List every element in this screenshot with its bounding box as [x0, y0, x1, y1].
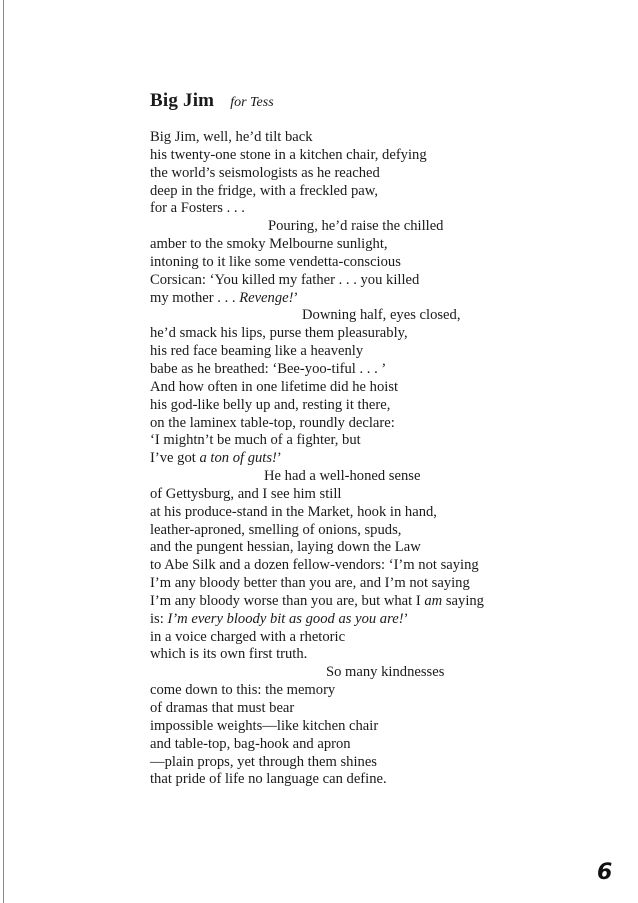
poem-line: that pride of life no language can define.: [150, 771, 387, 788]
poem-line: of Gettysburg, and I see him still: [150, 485, 342, 502]
poem-line: And how often in one lifetime did he hoist: [150, 378, 399, 395]
line-emphasis: Revenge!: [239, 289, 294, 306]
poem-line: [150, 290, 550, 308]
poem-line: the world’s seismologists as he reached: [150, 164, 380, 181]
poem-line: [150, 450, 550, 468]
poem-line: leather-aproned, smelling of onions, spuds,: [150, 521, 402, 538]
poem-line: of dramas that must bear: [150, 700, 295, 716]
poem-line: he’d smack his lips, purse them pleasurably,: [150, 325, 408, 342]
line-emphasis: I’m every bloody bit as good as you are!: [167, 610, 404, 627]
poem-line: and table-top, bag-hook and apron: [150, 735, 351, 752]
line-emphasis: am: [424, 592, 443, 609]
poem-line: —plain props, yet through them shines: [150, 753, 377, 770]
line-text: ’: [403, 610, 409, 627]
poem-line: on the laminex table-top, roundly declare:: [150, 414, 395, 431]
poem-line: intoning to it like some vendetta-conscious: [150, 253, 401, 270]
line-text: is:: [150, 610, 168, 627]
line-text: I’m any bloody worse than you are, but what I: [150, 592, 425, 609]
line-text: ’: [293, 289, 299, 306]
poem-line: in a voice charged with a rhetoric: [150, 628, 346, 645]
poem-line: He had a well-honed sense: [264, 468, 421, 485]
poem-line: his god-like belly up and, resting it there,: [150, 396, 391, 413]
poem-line: [150, 611, 550, 629]
poem-title: Big Jim: [150, 90, 215, 111]
page-edge-line: [3, 0, 4, 903]
poem-dedication: for Tess: [230, 95, 274, 110]
poem-line: come down to this: the memory: [150, 682, 336, 699]
poem-body: [150, 129, 550, 789]
poem-title-row: [150, 90, 274, 112]
line-text: I’ve got: [150, 450, 200, 467]
poem-line: Pouring, he’d raise the chilled: [268, 218, 444, 235]
poem-line: his red face beaming like a heavenly: [150, 343, 364, 360]
poem-line: to Abe Silk and a dozen fellow-vendors: ‘I’m not saying: [150, 557, 479, 574]
poem-line: at his produce-stand in the Market, hook in hand,: [150, 503, 437, 520]
poem-line: So many kindnesses: [326, 664, 445, 681]
poem-line: Corsican: ‘You killed my father . . . you killed: [150, 271, 420, 288]
poem-line: amber to the smoky Melbourne sunlight,: [150, 236, 388, 253]
poem-line: Big Jim, well, he’d tilt back: [150, 129, 313, 145]
line-text: ’: [276, 450, 282, 467]
line-text: saying: [442, 592, 484, 609]
poem-line: I’m any bloody better than you are, and I’m not saying: [150, 575, 470, 592]
poem-line: ‘I mightn’t be much of a fighter, but: [150, 432, 361, 449]
poem-line: [150, 593, 550, 611]
page-number: 6: [597, 860, 613, 885]
line-emphasis: a ton of guts!: [199, 450, 277, 467]
poem-line: for a Fosters . . .: [150, 200, 245, 217]
poem-line: and the pungent hessian, laying down the Law: [150, 539, 421, 556]
poem-line: Downing half, eyes closed,: [302, 307, 461, 324]
poem-line: deep in the fridge, with a freckled paw,: [150, 182, 378, 199]
poem-line: which is its own first truth.: [150, 646, 308, 663]
poem-line: babe as he breathed: ‘Bee-yoo-tiful . . . ’: [150, 360, 387, 377]
poem-line: his twenty-one stone in a kitchen chair, defying: [150, 146, 427, 163]
poem-line: impossible weights—like kitchen chair: [150, 717, 379, 734]
line-text: my mother . . .: [150, 289, 240, 306]
